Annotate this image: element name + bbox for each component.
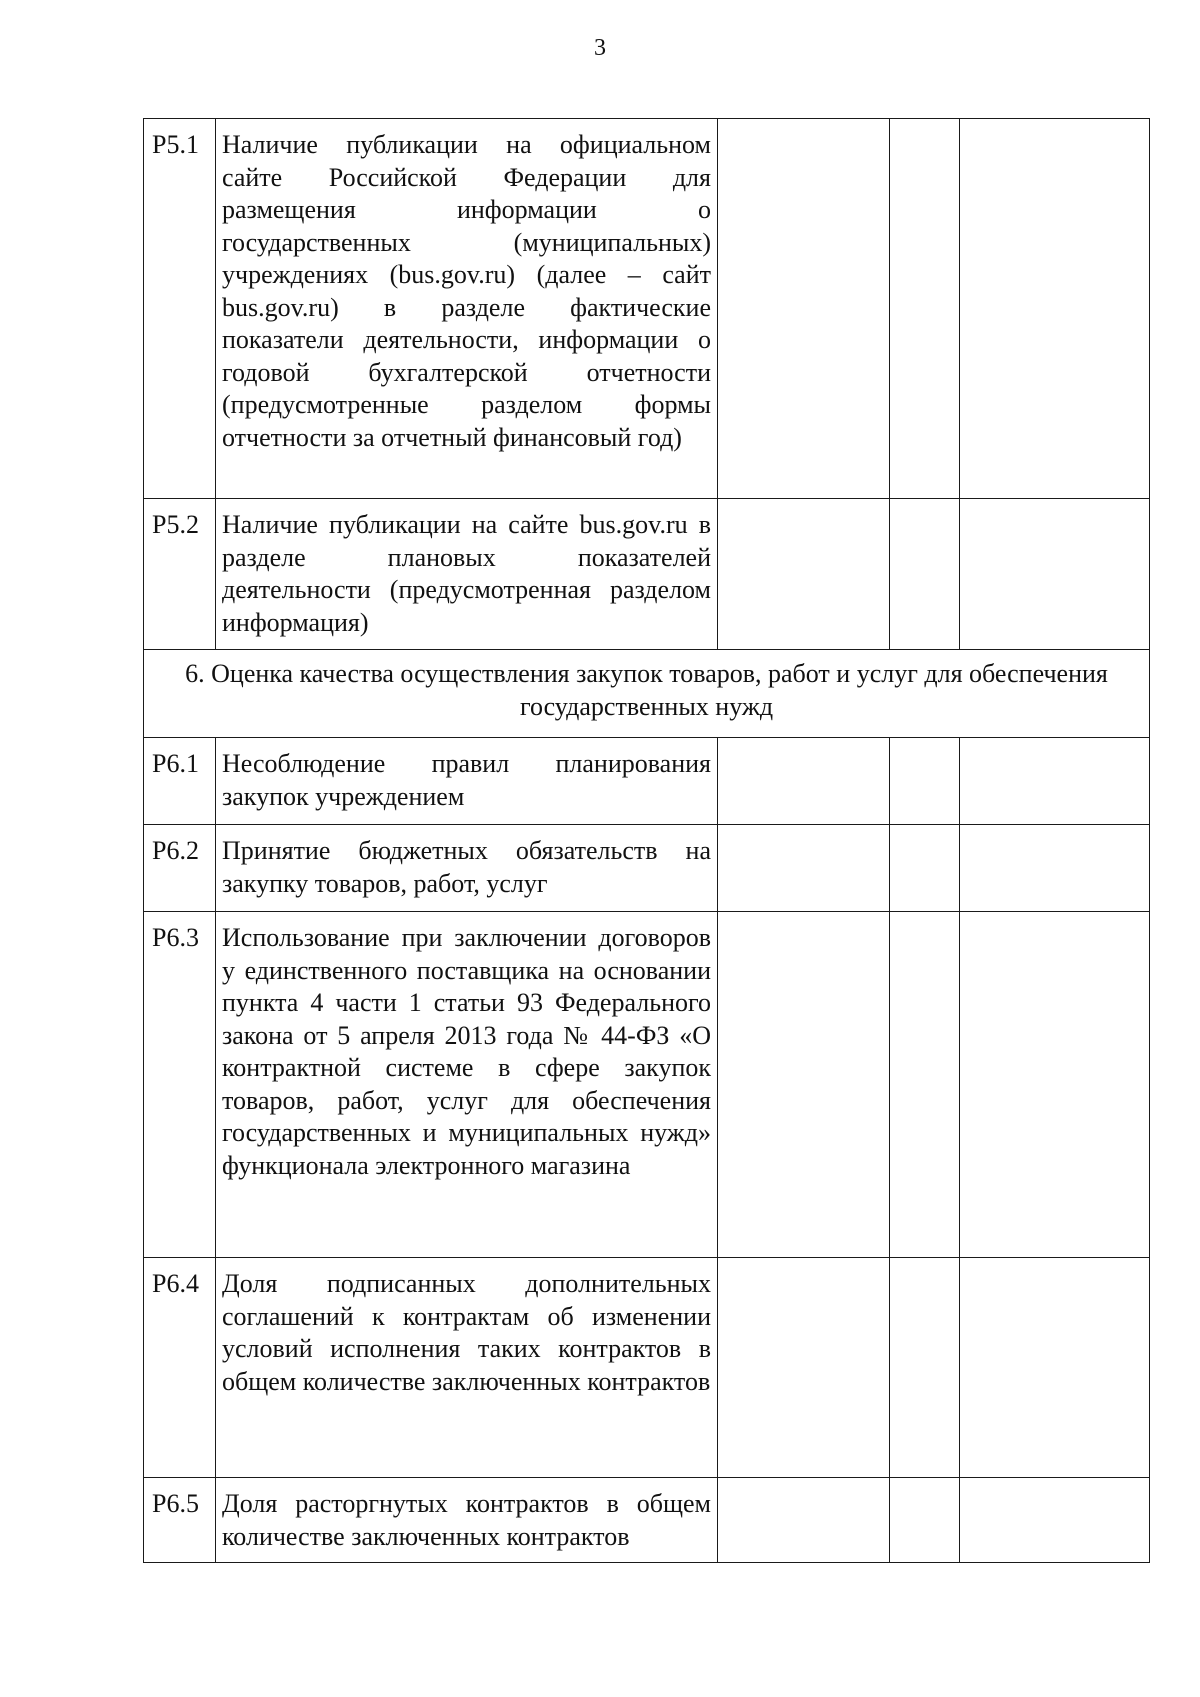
score-cell [890,738,960,825]
note-cell [960,912,1150,1258]
value-cell [718,1478,890,1563]
row-description: Наличие публикации на официальном сайте Российской Федерации для размещения информации о государственных (муниципальных) учреждениях (bus.gov.ru) (далее – сайт bus.gov.ru) в разделе фактические показатели деятельности, информации о годовой бухгалтерской отчетности (предусмотренные разделом формы отчетности за отчетный финансовый год) [216,119,718,499]
row-code: Р6.4 [144,1258,216,1478]
value-cell [718,1258,890,1478]
page-number: 3 [594,35,606,61]
table-row [144,738,1150,825]
table-row [144,499,1150,650]
value-cell [718,912,890,1258]
table-row [144,912,1150,1258]
table-row [144,825,1150,912]
note-cell [960,825,1150,912]
note-cell [960,1478,1150,1563]
value-cell [718,119,890,499]
row-description: Использование при заключении договоров у единственного поставщика на основании пункта 4 части 1 статьи 93 Федерального закона от 5 апреля 2013 года № 44-ФЗ «О контрактной системе в сфере закупок товаров, работ, услуг для обеспечения государственных и муниципальных нужд» функционала электронного магазина [216,912,718,1258]
table-row [144,1258,1150,1478]
section-header-row [144,650,1150,738]
score-cell [890,1478,960,1563]
table-row [144,1478,1150,1563]
value-cell [718,825,890,912]
note-cell [960,738,1150,825]
value-cell [718,499,890,650]
row-code: Р5.1 [144,119,216,499]
row-code: Р6.3 [144,912,216,1258]
row-code: Р6.2 [144,825,216,912]
note-cell [960,119,1150,499]
note-cell [960,499,1150,650]
score-cell [890,1258,960,1478]
score-cell [890,825,960,912]
row-description: Принятие бюджетных обязательств на закупку товаров, работ, услуг [216,825,718,912]
value-cell [718,738,890,825]
row-code: Р6.1 [144,738,216,825]
criteria-table [143,118,1150,1563]
row-description: Несоблюдение правил планирования закупок учреждением [216,738,718,825]
section-title: 6. Оценка качества осуществления закупок товаров, работ и услуг для обеспечения государственных нужд [144,650,1150,738]
note-cell [960,1258,1150,1478]
table-row [144,119,1150,499]
score-cell [890,119,960,499]
score-cell [890,912,960,1258]
row-code: Р6.5 [144,1478,216,1563]
row-description: Наличие публикации на сайте bus.gov.ru в разделе плановых показателей деятельности (предусмотренная разделом информация) [216,499,718,650]
row-code: Р5.2 [144,499,216,650]
row-description: Доля подписанных дополнительных соглашений к контрактам об изменении условий исполнения таких контрактов в общем количестве заключенных контрактов [216,1258,718,1478]
score-cell [890,499,960,650]
row-description: Доля расторгнутых контрактов в общем количестве заключенных контрактов [216,1478,718,1563]
